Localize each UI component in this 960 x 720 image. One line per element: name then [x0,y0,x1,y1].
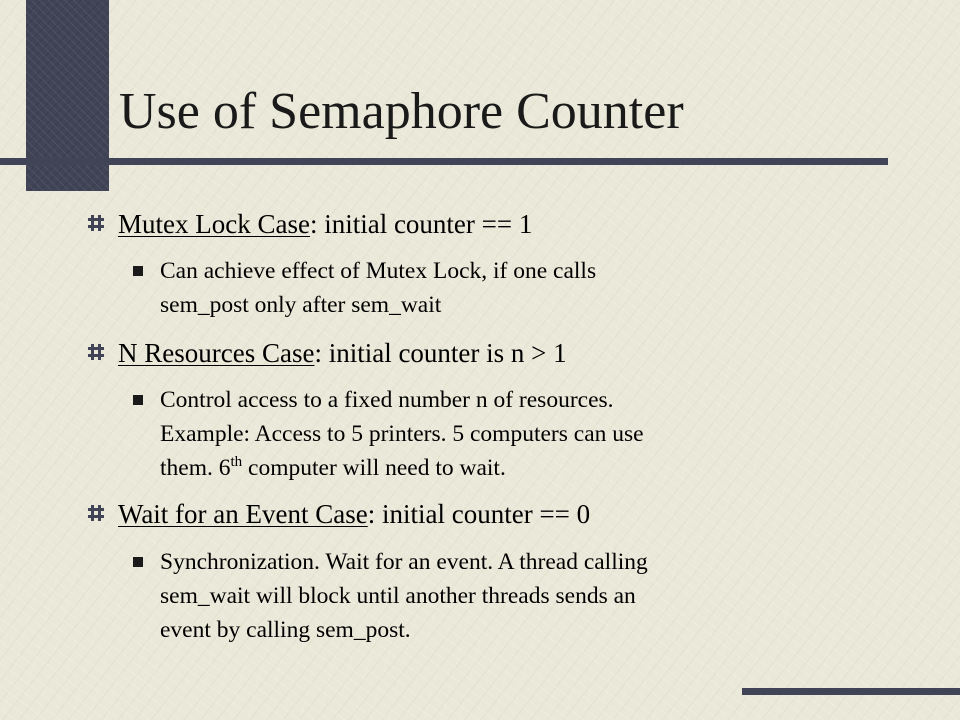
section-heading-event [118,498,590,530]
section-term: N Resources Case [118,338,315,368]
sub-bullet-text: event by calling sem_post. [160,617,411,643]
sub-bullet-text-part: them. 6 [160,455,231,481]
section-heading-resources [118,337,567,369]
ordinal-superscript: th [230,454,243,470]
ladder-bullet-icon [88,344,104,360]
ladder-bullet-icon [88,215,104,231]
footer-rule [742,688,960,695]
section-detail: : initial counter == 0 [367,499,591,529]
sub-bullet-text: Can achieve effect of Mutex Lock, if one calls [160,258,597,284]
sub-bullet-text [160,453,506,483]
section-detail: : initial counter is n > 1 [314,338,567,368]
sub-bullet-text: Control access to a fixed number n of resources. [160,387,614,413]
section-detail: : initial counter == 1 [309,209,533,239]
square-bullet-icon [133,557,143,567]
section-heading-mutex [118,208,532,240]
sub-bullet-text-part: computer will need to wait. [242,455,506,481]
section-term: Wait for an Event Case [118,499,368,529]
section-term: Mutex Lock Case [118,209,310,239]
slide-title: Use of Semaphore Counter [119,83,684,140]
sub-bullet-text: Synchronization. Wait for an event. A thread calling [160,549,648,575]
sub-bullet-text: sem_wait will block until another threads sends an [160,583,636,609]
square-bullet-icon [133,266,143,276]
title-rule [0,158,888,165]
sub-bullet-text: Example: Access to 5 printers. 5 computers can use [160,421,644,447]
sub-bullet-text: sem_post only after sem_wait [160,292,442,318]
square-bullet-icon [133,395,143,405]
ladder-bullet-icon [88,505,104,521]
